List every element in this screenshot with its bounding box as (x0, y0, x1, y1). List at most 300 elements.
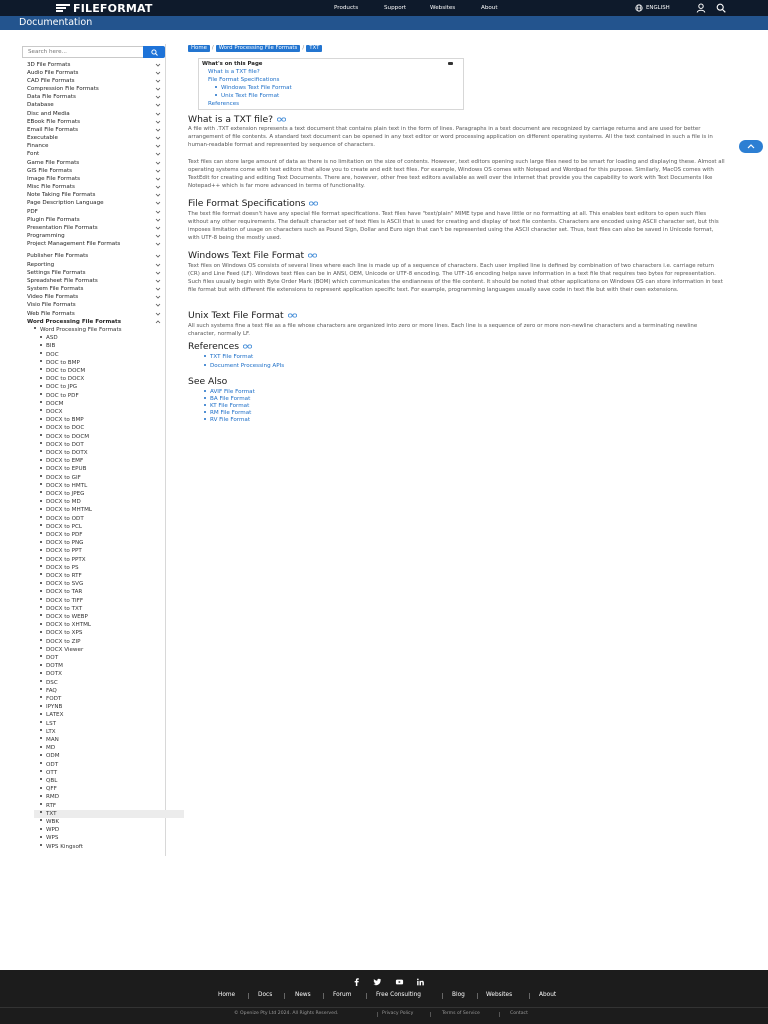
footer-link-home[interactable]: Home (218, 992, 236, 998)
sidebar-category[interactable] (27, 216, 161, 224)
bullet-icon (40, 450, 42, 452)
bullet-icon (40, 418, 42, 420)
chevron-down-icon (155, 126, 161, 134)
sidebar-category[interactable] (27, 277, 161, 285)
footer-divider (366, 993, 367, 999)
documentation-title[interactable]: Documentation (19, 17, 93, 28)
sidebar-category-label: Publisher File Formats (27, 253, 89, 260)
sidebar-item[interactable]: IPYNB (34, 703, 184, 711)
sidebar-category-label: Settings File Formats (27, 269, 86, 276)
bullet-icon (40, 573, 42, 575)
bullet-icon (40, 639, 42, 641)
bullet-icon (40, 434, 42, 436)
footer-divider (442, 993, 443, 999)
sidebar-item[interactable]: DOCX to ODT (34, 515, 184, 523)
sidebar-item[interactable]: DOCX to DOCM (34, 433, 184, 441)
chevron-down-icon (155, 150, 161, 158)
sidebar-category-label: Note Taking File Formats (27, 192, 96, 199)
sidebar-item[interactable]: DOCX to HMTL (34, 482, 184, 490)
see-also-link[interactable]: RM File Format (204, 410, 255, 417)
chevron-down-icon (155, 77, 161, 85)
chevron-down-icon (155, 293, 161, 301)
sidebar-item[interactable]: DOCX to DOC (34, 424, 184, 432)
bullet-icon (204, 390, 206, 392)
sidebar-item[interactable]: LST (34, 720, 184, 728)
bullet-icon (40, 623, 42, 625)
bullet-icon (40, 442, 42, 444)
sidebar-item[interactable]: DOCX to PS (34, 564, 184, 572)
sidebar-category[interactable] (27, 118, 161, 126)
search-icon[interactable] (716, 3, 726, 13)
bullet-icon (40, 409, 42, 411)
sidebar-category[interactable] (27, 101, 161, 109)
chevron-down-icon (155, 240, 161, 248)
breadcrumb (188, 44, 322, 52)
breadcrumb-category[interactable]: Word Processing File Formats (216, 45, 301, 52)
sidebar-category-label: Plugin File Formats (27, 216, 80, 223)
anchor-link-icon[interactable] (277, 117, 286, 122)
sidebar-category[interactable] (27, 261, 161, 269)
see-also-link[interactable]: AVIF File Format (204, 389, 255, 396)
chevron-up-icon (747, 144, 755, 149)
bullet-icon (40, 532, 42, 534)
chevron-down-icon (155, 208, 161, 216)
bullet-icon (40, 459, 42, 461)
sidebar-category-label: Game File Formats (27, 159, 80, 166)
sidebar-item[interactable]: DOTX (34, 670, 184, 678)
sidebar-item[interactable]: DOCX to EMF (34, 457, 184, 465)
bullet-icon (40, 795, 42, 797)
sidebar-item[interactable]: DOCX to ZIP (34, 638, 184, 646)
sidebar-item[interactable]: FODT (34, 695, 184, 703)
sidebar-category-label: Data File Formats (27, 94, 76, 101)
bullet-icon (40, 582, 42, 584)
nav-about[interactable]: About (481, 5, 498, 11)
sidebar-item[interactable]: DOCX (34, 408, 184, 416)
paragraph-what-is-1: A file with .TXT extension represents a text document that contains plain text in the form of lines. Paragraphs in a text document are recognized by carriage returns and are used for better arrangement of file contents. A standard text document can be opened in any text editor or word processing application on different operating systems. All the text contained in such a file is in human-readable format and represented by sequence of characters. (188, 126, 713, 148)
breadcrumb-separator: / (302, 45, 305, 51)
language-selector[interactable] (635, 0, 670, 16)
bullet-icon (40, 680, 42, 682)
sidebar-item[interactable]: DOCX to XHTML (34, 621, 184, 629)
sidebar-category-label: Database (27, 102, 54, 109)
sidebar-category[interactable] (27, 134, 161, 142)
bullet-icon (40, 828, 42, 830)
chevron-down-icon (155, 93, 161, 101)
sidebar-category-label: Compression File Formats (27, 86, 99, 92)
heading-windows: Windows Text File Format (188, 250, 317, 261)
sidebar-category[interactable] (27, 310, 161, 318)
nav-websites[interactable]: Websites (430, 5, 456, 11)
sidebar-item[interactable]: DOCX Viewer (34, 646, 184, 654)
chevron-down-icon (155, 310, 161, 318)
bullet-icon (40, 475, 42, 477)
bullet-icon (40, 787, 42, 789)
bullet-icon (40, 565, 42, 567)
bullet-icon (34, 327, 36, 329)
heading-what-is: What is a TXT file? (188, 114, 286, 125)
bullet-icon (40, 385, 42, 387)
footer-divider (430, 1012, 431, 1017)
sidebar-item[interactable]: DOCX to EPUB (34, 465, 184, 473)
sidebar-search (22, 46, 165, 58)
copyright-text: © Openize Pty Ltd 2024. All Rights Reserved. (234, 1011, 339, 1016)
sidebar (20, 44, 166, 856)
sidebar-category-label: Image File Formats (27, 175, 81, 182)
bullet-icon (204, 418, 206, 420)
sidebar-item[interactable]: DOCX to JPEG (34, 490, 184, 498)
sidebar-item[interactable]: DOCX to TAR (34, 588, 184, 596)
bullet-icon (40, 557, 42, 559)
chevron-down-icon (155, 232, 161, 240)
anchor-link-icon[interactable] (288, 313, 297, 318)
bullet-icon (40, 647, 42, 649)
see-also-list (204, 389, 255, 424)
sidebar-item[interactable]: BIB (34, 342, 184, 350)
sidebar-item[interactable]: DOCX to TXT (34, 605, 184, 613)
chevron-down-icon (155, 85, 161, 93)
search-input[interactable] (22, 46, 144, 58)
sidebar-category-label: Spreadsheet File Formats (27, 277, 98, 284)
bullet-icon (40, 524, 42, 526)
sidebar-category-label: Font (27, 151, 40, 158)
search-button[interactable] (143, 46, 165, 58)
footer-divider (499, 1012, 500, 1017)
sidebar-category-label: 3D File Formats (27, 61, 71, 68)
sidebar-item[interactable]: DOCX to XPS (34, 629, 184, 637)
chevron-down-icon (155, 191, 161, 199)
footer-divider (284, 993, 285, 999)
sidebar-category-label: Video File Formats (27, 294, 79, 301)
bullet-icon (40, 483, 42, 485)
breadcrumb-current[interactable]: TXT (306, 45, 322, 52)
reference-link[interactable]: TXT File Format (204, 354, 284, 361)
chevron-down-icon (155, 269, 161, 277)
sidebar-category-label: Page Description Language (27, 200, 104, 207)
bullet-icon (40, 705, 42, 707)
sidebar-category-label: EBook File Formats (27, 118, 80, 125)
bullet-icon (40, 713, 42, 715)
sidebar-item[interactable]: QBL (34, 777, 184, 785)
sidebar-item[interactable]: DOCX to DOTX (34, 449, 184, 457)
footer-link-news[interactable]: News (295, 992, 311, 998)
bullet-icon (40, 729, 42, 731)
sidebar-category[interactable] (27, 69, 161, 77)
sidebar-item[interactable]: DOC to JPG (34, 383, 184, 391)
chevron-down-icon (155, 261, 161, 269)
bullet-icon (40, 467, 42, 469)
sidebar-category-active[interactable] (27, 318, 161, 326)
heading-see-also: See Also (188, 376, 228, 387)
sidebar-item[interactable]: DSC (34, 679, 184, 687)
bullet-icon (40, 614, 42, 616)
heading-specifications: File Format Specifications (188, 198, 318, 209)
see-also-link[interactable]: BA File Format (204, 396, 255, 403)
sidebar-item[interactable]: ODT (34, 761, 184, 769)
bullet-icon (215, 94, 217, 96)
sidebar-item[interactable]: DOCX to MHTML (34, 506, 184, 514)
bullet-icon (40, 393, 42, 395)
sidebar-category-label: System File Formats (27, 286, 84, 293)
sidebar-category[interactable] (27, 159, 161, 167)
sidebar-category[interactable] (27, 191, 161, 199)
terms-of-service-link[interactable]: Terms of Service (442, 1011, 480, 1016)
chevron-down-icon (155, 216, 161, 224)
sidebar-category[interactable] (27, 150, 161, 158)
sidebar-category[interactable] (27, 208, 161, 216)
footer-divider (477, 993, 478, 999)
sidebar-item[interactable]: DOCX to PCL (34, 523, 184, 531)
sidebar-item[interactable]: DOCX to WEBP (34, 613, 184, 621)
user-icon[interactable] (696, 3, 706, 13)
footer-link-websites[interactable]: Websites (486, 992, 513, 998)
toc-link-specifications[interactable]: File Format Specifications (208, 77, 280, 83)
footer-divider (377, 1012, 378, 1017)
bullet-icon (40, 754, 42, 756)
twitter-icon[interactable] (373, 978, 382, 986)
sidebar-item[interactable]: DOTM (34, 662, 184, 670)
sidebar-item[interactable]: DOCX to PPTX (34, 556, 184, 564)
sidebar-category[interactable] (27, 142, 161, 150)
facebook-icon[interactable] (352, 978, 361, 986)
bullet-icon (40, 655, 42, 657)
reference-link[interactable]: Document Processing APIs (204, 363, 284, 370)
bullet-icon (40, 401, 42, 403)
footer-link-consulting[interactable]: Free Consulting (376, 992, 421, 998)
sidebar-item[interactable]: DOCX to TIFF (34, 597, 184, 605)
sidebar-item[interactable]: DOCM (34, 400, 184, 408)
chevron-down-icon (155, 175, 161, 183)
bullet-icon (40, 672, 42, 674)
sidebar-item[interactable]: WPD (34, 826, 184, 834)
sidebar-item[interactable]: DOCX to DOT (34, 441, 184, 449)
sidebar-category[interactable] (27, 183, 161, 191)
footer (0, 970, 768, 1024)
sidebar-category[interactable] (27, 301, 161, 309)
bullet-icon (40, 721, 42, 723)
toc-collapse-icon[interactable] (448, 62, 453, 65)
sidebar-item[interactable]: WBK (34, 818, 184, 826)
bullet-icon (40, 631, 42, 633)
bullet-icon (40, 516, 42, 518)
footer-link-forum[interactable]: Forum (333, 992, 352, 998)
sidebar-category-label: PDF (27, 208, 38, 215)
sidebar-category-label: GIS File Formats (27, 167, 73, 174)
sidebar-category-label: Email File Formats (27, 126, 79, 133)
sidebar-item[interactable]: OTT (34, 769, 184, 777)
sidebar-item[interactable]: DOCX to BMP (34, 416, 184, 424)
sidebar-category[interactable] (27, 175, 161, 183)
sidebar-category-label: Project Management File Formats (27, 241, 121, 248)
bullet-icon (40, 803, 42, 805)
sidebar-item[interactable]: ODM (34, 752, 184, 760)
bullet-icon (40, 737, 42, 739)
sidebar-item[interactable]: DOC (34, 351, 184, 359)
documentation-bar (0, 16, 768, 30)
chevron-down-icon (155, 110, 161, 118)
footer-link-blog[interactable]: Blog (452, 992, 465, 998)
sidebar-item[interactable]: QFF (34, 785, 184, 793)
sidebar-item[interactable]: WPS (34, 834, 184, 842)
footer-divider (529, 993, 530, 999)
bullet-icon (40, 491, 42, 493)
sidebar-item[interactable]: LATEX (34, 711, 184, 719)
sidebar-category[interactable] (27, 269, 161, 277)
logo-mark-icon (56, 4, 70, 13)
footer-divider (323, 993, 324, 999)
bullet-icon (40, 696, 42, 698)
sidebar-category[interactable] (27, 77, 161, 85)
sidebar-category[interactable] (27, 93, 161, 101)
sidebar-category-label: Word Processing File Formats (27, 318, 122, 325)
contact-link[interactable]: Contact (510, 1011, 528, 1016)
bullet-icon (204, 411, 206, 413)
nav-products[interactable]: Products (334, 5, 359, 11)
sidebar-category[interactable] (27, 293, 161, 301)
sidebar-item[interactable]: DOCX to MD (34, 498, 184, 506)
sidebar-category-label: Executable (27, 135, 58, 142)
bullet-icon (40, 336, 42, 338)
search-icon (151, 49, 158, 56)
bullet-icon (204, 404, 206, 406)
chevron-down-icon (155, 159, 161, 167)
bullet-icon (40, 836, 42, 838)
sidebar-item[interactable]: FAQ (34, 687, 184, 695)
bullet-icon (40, 344, 42, 346)
top-nav (334, 0, 498, 16)
privacy-policy-link[interactable]: Privacy Policy (382, 1011, 414, 1016)
toc-link-unix[interactable]: Unix Text File Format (215, 93, 279, 99)
sidebar-category[interactable] (27, 240, 161, 248)
sidebar-category[interactable] (27, 199, 161, 207)
sidebar-item[interactable]: DOCX to SVG (34, 580, 184, 588)
sidebar-item[interactable]: RMD (34, 793, 184, 801)
sidebar-item[interactable]: LTX (34, 728, 184, 736)
sidebar-item[interactable]: DOC to DOCX (34, 375, 184, 383)
site-logo[interactable] (56, 0, 153, 16)
chevron-down-icon (155, 167, 161, 175)
chevron-down-icon (155, 183, 161, 191)
sidebar-category-label: CAD File Formats (27, 77, 75, 84)
sidebar-item[interactable]: DOC to BMP (34, 359, 184, 367)
anchor-link-icon[interactable] (309, 201, 318, 206)
sidebar-item[interactable]: TXT (34, 810, 184, 818)
paragraph-windows: Text files on Windows OS consists of several lines where each line is made up of a sequence of characters. Each user implied line is defined by combination of two characters i.e. carriage return (CR) and Line Feed (LF). Windows text files can be in ANSI, OEM, Unicode or UTF-8 encoding. The UTF-16 encoding helps save information in a text file that requires two bytes for representation. Such files usually begin with Byte Order Mark (BOM) which communicates the endianness of the file content. It should be noted that other applications on Windows OS can store information in text file format but with different file extensions to represent application specific text. For example, programming languages usually save code in text file but with their own extensions. (188, 263, 723, 293)
chevron-down-icon (155, 285, 161, 293)
sidebar-subheading[interactable]: Word Processing File Formats (34, 326, 182, 334)
bullet-icon (40, 590, 42, 592)
sidebar-item[interactable]: MD (34, 744, 184, 752)
paragraph-what-is-2: Text files can store large amount of data as there is no limitation on the size of contents. However, text editors opening such large files need to be smart for loading and displaying these. Almost all operating systems come with text editors that allow you to create and edit text files. For example, Windows OS comes with Notepad and Wordpad for this purpose. Similarly, MacOS comes with TextEdit for creating and editing Text Documents. There are, however, other free text editors available as well over the internet that provide you the capability to work with Text Documents like Notepad++ which is far more advanced in terms of functionality. (188, 159, 725, 189)
chevron-down-icon (155, 101, 161, 109)
sidebar-item[interactable]: DOCX to PDF (34, 531, 184, 539)
sidebar-category[interactable] (27, 167, 161, 175)
sidebar-item[interactable]: DOCX to RTF (34, 572, 184, 580)
sidebar-category-label: Disc and Media (27, 110, 70, 117)
bullet-icon (40, 352, 42, 354)
chevron-down-icon (155, 301, 161, 309)
chevron-down-icon (155, 118, 161, 126)
paragraph-unix: All such systems fine a text file as a file whose characters are organized into zero or more lines. Each line is a sequence of zero or more non-newline characters and a terminating newline character, normally LF. (188, 323, 698, 337)
sidebar-category[interactable] (27, 126, 161, 134)
sidebar-category-label: Web File Formats (27, 310, 75, 317)
chevron-up-icon (155, 318, 161, 326)
globe-icon (635, 4, 643, 12)
chevron-down-icon (155, 199, 161, 207)
footer-link-about[interactable]: About (539, 992, 557, 998)
sidebar-item[interactable]: WPS Kingsoft (34, 843, 184, 851)
chevron-down-icon (155, 134, 161, 142)
sidebar-category[interactable] (27, 232, 161, 240)
anchor-link-icon[interactable] (243, 344, 252, 349)
bullet-icon (40, 426, 42, 428)
sidebar-category[interactable] (27, 110, 161, 118)
sidebar-category[interactable] (27, 85, 161, 93)
sidebar-category-label: Audio File Formats (27, 69, 79, 76)
table-of-contents (198, 58, 464, 110)
sidebar-category-label: Misc File Formats (27, 184, 75, 191)
sidebar-category-label: Reporting (27, 261, 55, 268)
top-header (0, 0, 768, 16)
sidebar-category[interactable] (27, 224, 161, 232)
linkedin-icon[interactable] (416, 978, 425, 986)
sidebar-category[interactable] (27, 252, 161, 260)
toc-link-references[interactable]: References (208, 101, 240, 107)
bullet-icon (40, 688, 42, 690)
chevron-down-icon (155, 61, 161, 69)
toc-link-windows[interactable]: Windows Text File Format (215, 85, 292, 91)
sidebar-category[interactable] (27, 285, 161, 293)
bullet-icon (204, 355, 206, 357)
scroll-top-button[interactable] (739, 140, 763, 153)
footer-rule (0, 1007, 768, 1008)
toc-link-what-is[interactable]: What is a TXT file? (208, 69, 260, 75)
youtube-icon[interactable] (395, 978, 404, 986)
chevron-down-icon (155, 69, 161, 77)
bullet-icon (215, 86, 217, 88)
chevron-down-icon (155, 224, 161, 232)
sidebar-category-label: Presentation File Formats (27, 224, 98, 231)
breadcrumb-home[interactable]: Home (188, 45, 210, 52)
sidebar-item[interactable]: DOT (34, 654, 184, 662)
see-also-link[interactable]: KT File Format (204, 403, 255, 410)
breadcrumb-separator: / (211, 45, 214, 51)
paragraph-specifications: The text file format doesn't have any special file format specifications. Text files have "text/plain" MIME type and have little or no formatting at all. This enables text editors to open such files without any other requirements. The default character set of text files is ASCII that is used for creating and display of text file contents. Characters are encoded using ASCII character set, but this imposes limitation of usage on characters such as Pound Sign, Dollar and Euro sign that can't be represented using the ASCII character set. Thus, text files can also be saved in Unicode format, with UTF-8 being the mostly used. (188, 211, 719, 241)
sidebar-item[interactable]: DOC to PDF (34, 392, 184, 400)
chevron-down-icon (155, 142, 161, 150)
bullet-icon (40, 664, 42, 666)
bullet-icon (204, 397, 206, 399)
see-also-link[interactable]: RV File Format (204, 417, 255, 424)
footer-divider (248, 993, 249, 999)
bullet-icon (40, 746, 42, 748)
sidebar-item[interactable]: DOCX to PPT (34, 547, 184, 555)
anchor-link-icon[interactable] (308, 253, 317, 258)
chevron-down-icon (155, 277, 161, 285)
footer-link-docs[interactable]: Docs (258, 992, 273, 998)
sidebar-item[interactable]: DOC to DOCM (34, 367, 184, 375)
sidebar-item[interactable]: ASD (34, 334, 184, 342)
sidebar-item[interactable]: DOCX to GIF (34, 474, 184, 482)
sidebar-item[interactable]: DOCX to PNG (34, 539, 184, 547)
sidebar-category[interactable] (27, 61, 161, 69)
bullet-icon (40, 762, 42, 764)
bullet-icon (40, 368, 42, 370)
logo-text: FILEFORMAT (73, 1, 153, 15)
sidebar-item[interactable]: MAN (34, 736, 184, 744)
sidebar-item[interactable]: RTF (34, 802, 184, 810)
nav-support[interactable]: Support (384, 5, 407, 11)
